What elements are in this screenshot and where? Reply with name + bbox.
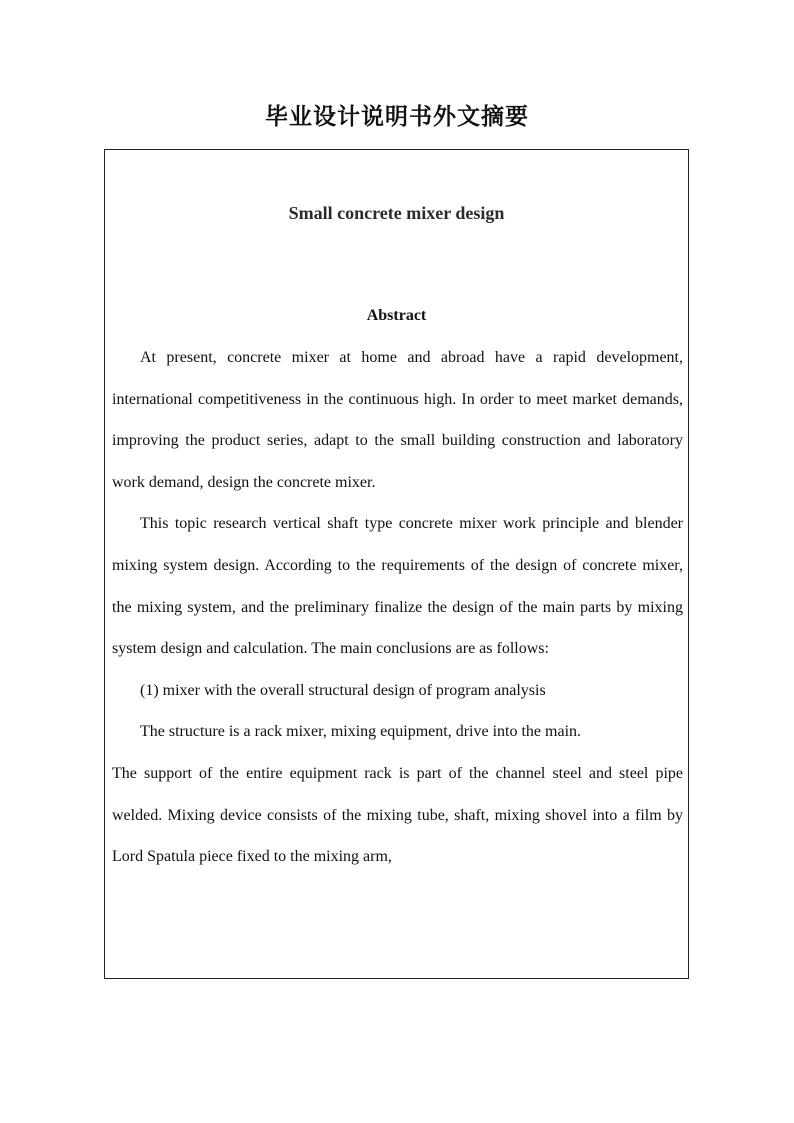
paragraph-support: The support of the entire equipment rack is part of the channel steel and steel pipe welded. Mixing device consists of the mixing tube, shaft, mixing shovel into a film by Lord Spatula piece fixed to the mixing arm, [112, 764, 683, 866]
paragraph-topic: This topic research vertical shaft type concrete mixer work principle and blender mixing system design. According to the requirements of the design of concrete mixer, the mixing system, and the preliminary finalize the design of the main parts by mixing system design and calculation. The main conclusions are as follows: [112, 515, 683, 658]
paragraph-intro: At present, concrete mixer at home and abroad have a rapid development, international competitiveness in the continuous high. In order to meet market demands, improving the product series, adapt to the small building construction and laboratory work demand, design the concrete mixer. [112, 349, 683, 491]
abstract-heading: Abstract [366, 307, 427, 324]
abstract-frame [104, 149, 689, 979]
abstract-body [112, 337, 683, 878]
document-title: Small concrete mixer design [288, 203, 505, 223]
paragraph-structure: The structure is a rack mixer, mixing equipment, drive into the main. [140, 723, 582, 741]
page-title: 毕业设计说明书外文摘要 [265, 103, 529, 130]
paragraph-conclusion-1: (1) mixer with the overall structural design of program analysis [140, 681, 546, 699]
